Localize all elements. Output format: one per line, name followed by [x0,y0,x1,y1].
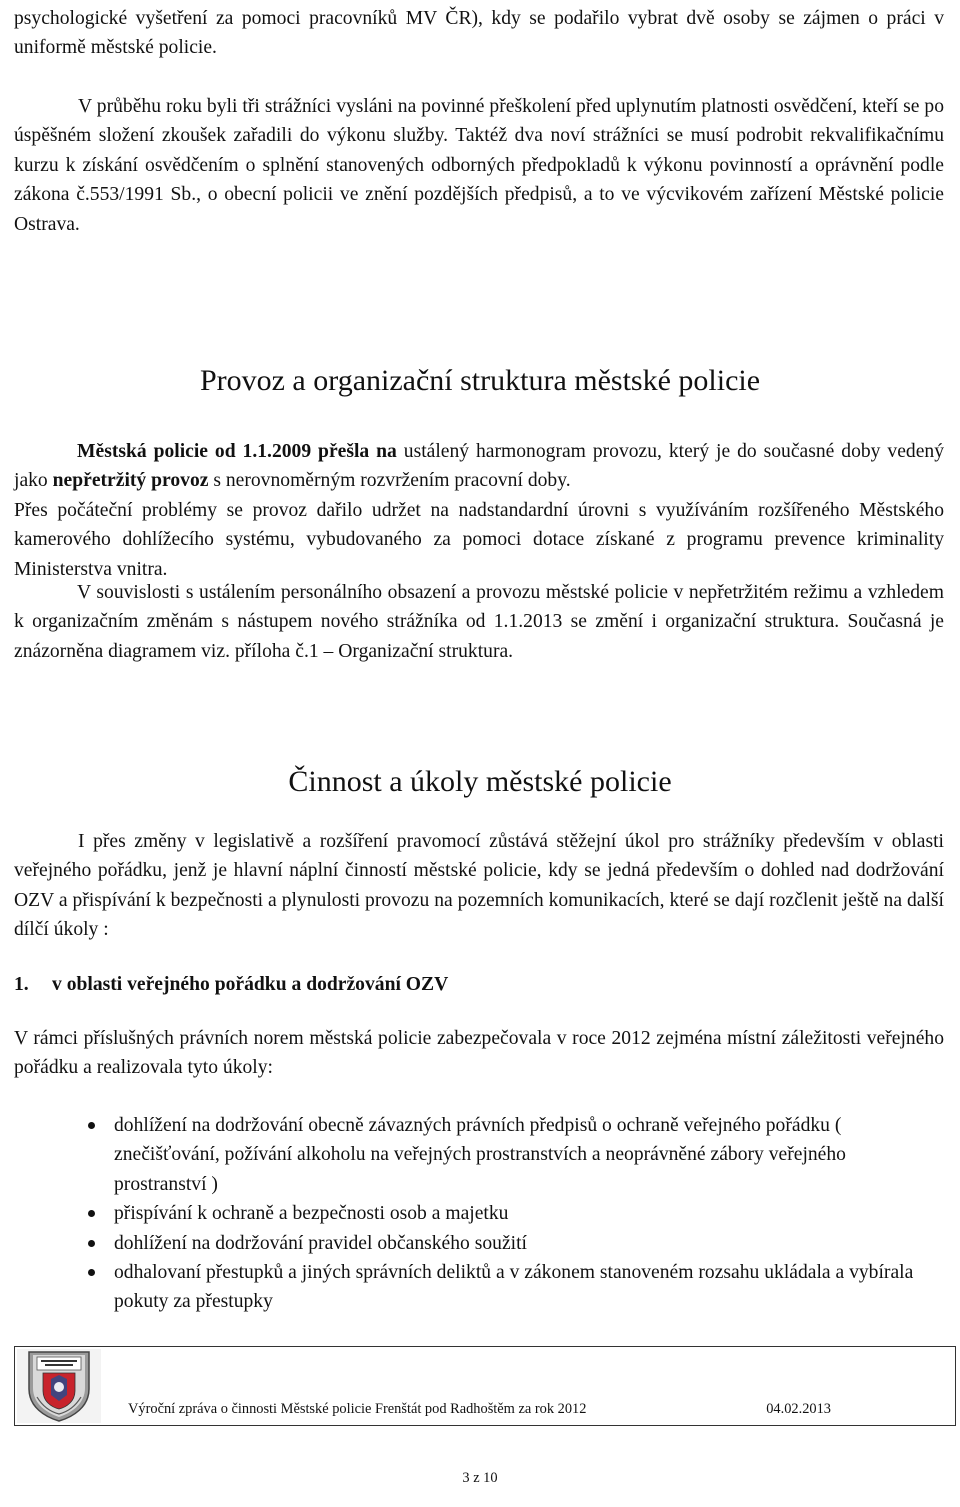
report-date: 04.02.2013 [766,1401,831,1417]
subsection-title-text: v oblasti veřejného pořádku a dodržování OZV [52,974,449,995]
section-heading-activity: Činnost a úkoly městské policie [288,765,672,798]
list-item [0,1199,930,1228]
operation-bold-mid: nepřetržitý provoz [52,470,209,492]
list-item [0,1258,930,1317]
list-item-text: dohlížení na dodržování obecně závazných právních předpisů o ochraně veřejného pořádku ( znečišťování, požívání alkoholu na veřejných prostranstvích a neoprávněné zábory veřejného prostranství ) [114,1115,846,1195]
operation-paragraph-3: V souvislosti s ustálením personálního obsazení a provozu městské policie v nepřetržitém režimu a vzhledem k organizačním změnám s nástupem nového strážníka od 1.1.2013 se změní i organizační struktura. Současná je znázorněna diagramem viz. příloha č.1 – Organizační struktura. [14,582,944,662]
bullet-icon [88,1240,95,1247]
report-title: Výroční zpráva o činnosti Městské policie Frenštát pod Radhoštěm za rok 2012 [128,1401,587,1417]
list-item-text: přispívání k ochraně a bezpečnosti osob a majetku [114,1203,509,1225]
subsection-intro-paragraph: V rámci příslušných právních norem městská policie zabezpečovala v roce 2012 zejména místní záležitosti veřejného pořádku a realizovala tyto úkoly: [14,1028,944,1079]
bullet-icon [88,1210,95,1217]
page-footer [14,1346,956,1426]
activity-intro-paragraph: I přes změny v legislativě a rozšíření pravomocí zůstává stěžejní úkol pro strážníky především v oblasti veřejného pořádku, jenž je hlavní náplní činností městské policie, kdy se jedná především o dohled nad dodržování OZV a přispívání k bezpečnosti a plynulosti provozu na pozemních komunikacích, které se dají rozčlenit ještě na další dílčí úkoly : [14,831,944,941]
operation-bold-start: Městská policie od 1.1.2009 přešla na [77,441,397,462]
training-paragraph: V průběhu roku byli tři strážníci vysláni na povinné přeškolení před uplynutím platnosti osvědčení, kteří se po úspěšném složení zkoušek zařadili do výkonu služby. Taktéž dva noví strážníci se musí podrobit rekvalifikačnímu kurzu k získání osvědčením o splnění stanovených odborných předpokladů k výkonu povinností a oprávnění podle zákona č.553/1991 Sb., o obecní policii ve znění pozdějších předpisů, a to ve výcvikovém zařízení Městské policie Ostrava. [14,96,944,235]
section-heading-operation: Provoz a organizační struktura městské policie [199,364,761,397]
bullet-icon [88,1269,95,1276]
task-list [0,1111,930,1317]
city-police-badge-icon [17,1349,101,1423]
intro-paragraph: psychologické vyšetření za pomoci pracovníků MV ČR), kdy se podařilo vybrat dvě osoby se zájmen o práci v uniformě městské policie. [14,8,944,59]
bullet-icon [88,1122,95,1129]
operation-paragraph-2: Přes počáteční problémy se provoz dařilo udržet na nadstandardní úrovni s využíváním rozšířeného Městského kamerového dohlížecího systému, vybudovaného za pomoci dotace získané z programu prevence kriminality Ministerstva vnitra. [14,500,944,580]
list-item-text: odhalovaní přestupků a jiných správních deliktů a v zákonem stanoveném rozsahu ukládala a vybírala pokuty za přestupky [114,1262,914,1313]
operation-text-end: s nerovnoměrným rozvržením pracovní doby. [208,470,571,492]
list-item [0,1229,930,1258]
subsection-number: 1. [14,974,29,995]
operation-text-mid: ustálený harmonogram provozu, který je do současné doby vedený jako [14,441,944,492]
list-item [0,1111,930,1199]
page-number: 3 z 10 [462,1470,498,1486]
list-item-text: dohlížení na dodržování pravidel občanského soužití [114,1232,527,1254]
operation-paragraph-1 [14,437,944,496]
subsection-title [14,970,448,999]
